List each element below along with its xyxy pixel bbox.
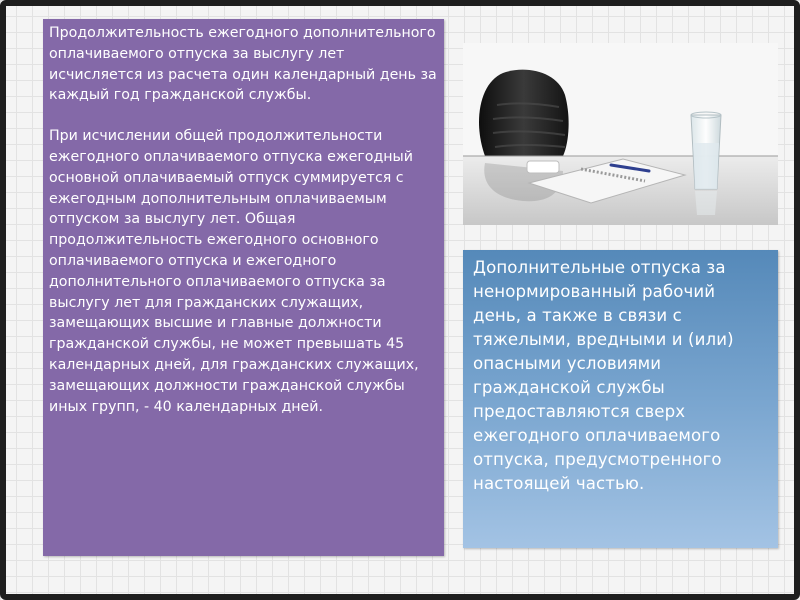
office-photo: [463, 43, 778, 225]
paragraph-1: Продолжительность ежегодного дополнительного оплачиваемого отпуска за выслугу лет исчисляется из расчета один календарный день за каждый год гражданской службы.: [49, 25, 437, 104]
right-text: Дополнительные отпуска за ненормированный рабочий день, а также в связи с тяжелыми, вредными и (или) опасными условиями гражданской службы предоставляются сверх ежегодного оплачиваемого отпуска, предусмотренного настоящей частью.: [473, 258, 734, 493]
right-text-box: [463, 250, 778, 548]
office-chair-icon: [479, 70, 569, 156]
office-scene: [463, 43, 778, 225]
paragraph-2: При исчислении общей продолжительности ежегодного оплачиваемого отпуска ежегодный основной оплачиваемый отпуск суммируется с ежегодным дополнительным оплачиваемым отпуском за выслугу лет. Общая продолжительность ежегодного основного оплачиваемого отпуска и ежегодного дополнительного оплачиваемого отпуска за выслугу лет для гражданских служащих, замещающих высшие и главные должности гражданской службы, не может превышать 45 календарных дней, для гражданских служащих, замещающих должности гражданской службы иных групп, - 40 календарных дней.: [49, 128, 419, 415]
left-text-box: [43, 19, 444, 556]
